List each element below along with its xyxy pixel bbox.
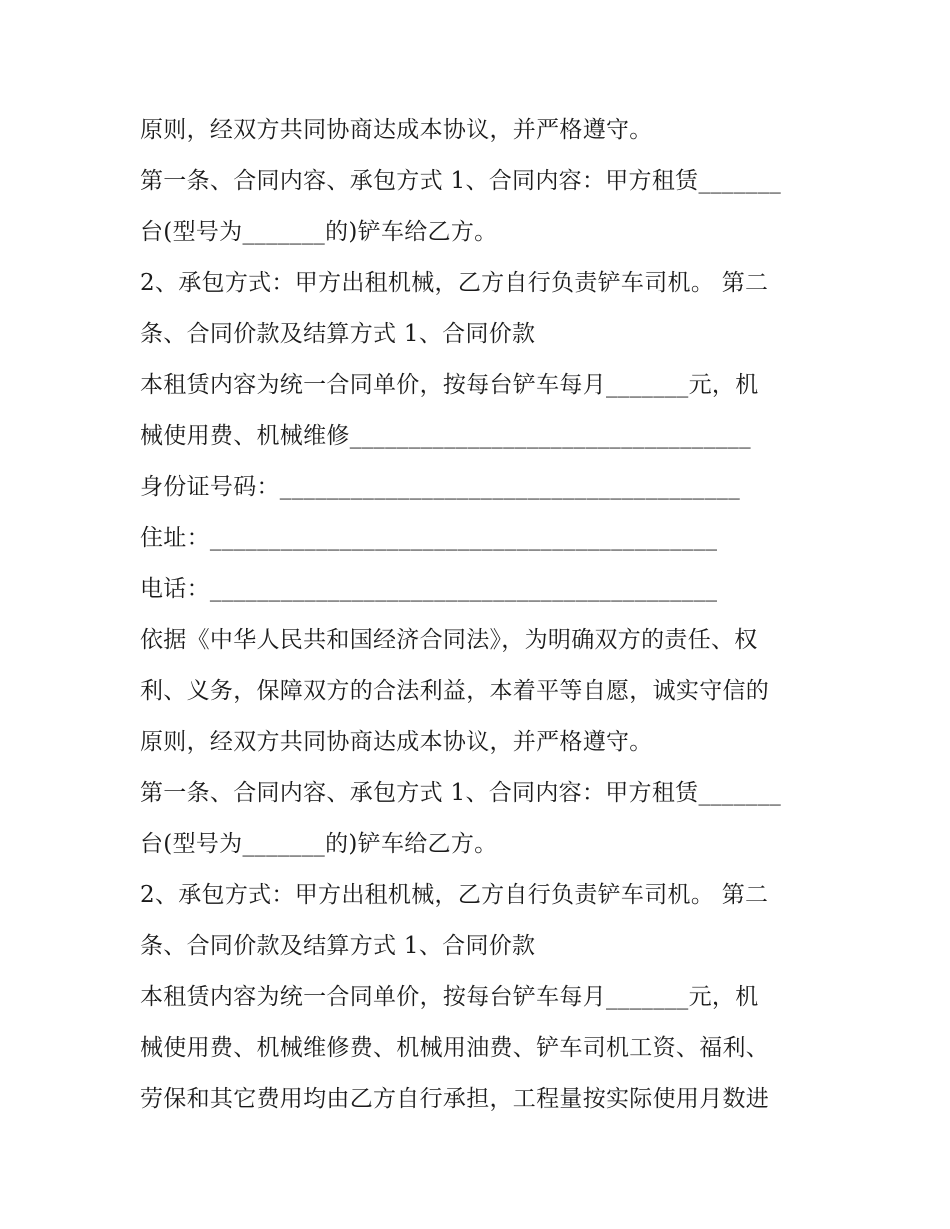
text-line: 劳保和其它费用均由乙方自行承担，工程量按实际使用月数进 [140, 1086, 770, 1112]
text-line: 台(型号为_______的)铲车给乙方。 [140, 219, 498, 245]
text-line: 台(型号为_______的)铲车给乙方。 [140, 831, 498, 857]
text-line: 利、义务，保障双方的合法利益，本着平等自愿，诚实守信的 [140, 678, 770, 704]
text-line: 2、承包方式：甲方出租机械，乙方自行负责铲车司机。 第二 [140, 882, 769, 908]
text-line: 械使用费、机械维修费、机械用油费、铲车司机工资、福利、 [140, 1035, 770, 1061]
text-line: 原则，经双方共同协商达成本协议，并严格遵守。 [140, 117, 653, 143]
text-line: 条、合同价款及结算方式 1、合同价款 [140, 321, 536, 347]
text-line: 电话：___________________________________________ [140, 576, 718, 602]
text-line: 第一条、合同内容、承包方式 1、合同内容：甲方租赁_______ [140, 780, 782, 806]
text-line: 身份证号码：_______________________________________ [140, 474, 740, 500]
text-line: 械使用费、机械维修__________________________________ [140, 423, 751, 449]
text-line: 条、合同价款及结算方式 1、合同价款 [140, 933, 536, 959]
document-body [140, 105, 830, 1125]
text-line: 原则，经双方共同协商达成本协议，并严格遵守。 [140, 729, 653, 755]
text-line: 本租赁内容为统一合同单价，按每台铲车每月_______元，机 [140, 984, 759, 1010]
text-line: 第一条、合同内容、承包方式 1、合同内容：甲方租赁_______ [140, 168, 782, 194]
text-line: 2、承包方式：甲方出租机械，乙方自行负责铲车司机。 第二 [140, 270, 769, 296]
text-line: 住址：___________________________________________ [140, 525, 718, 551]
text-line: 本租赁内容为统一合同单价，按每台铲车每月_______元，机 [140, 372, 759, 398]
text-line: 依据《中华人民共和国经济合同法》，为明确双方的责任、权 [140, 627, 758, 653]
